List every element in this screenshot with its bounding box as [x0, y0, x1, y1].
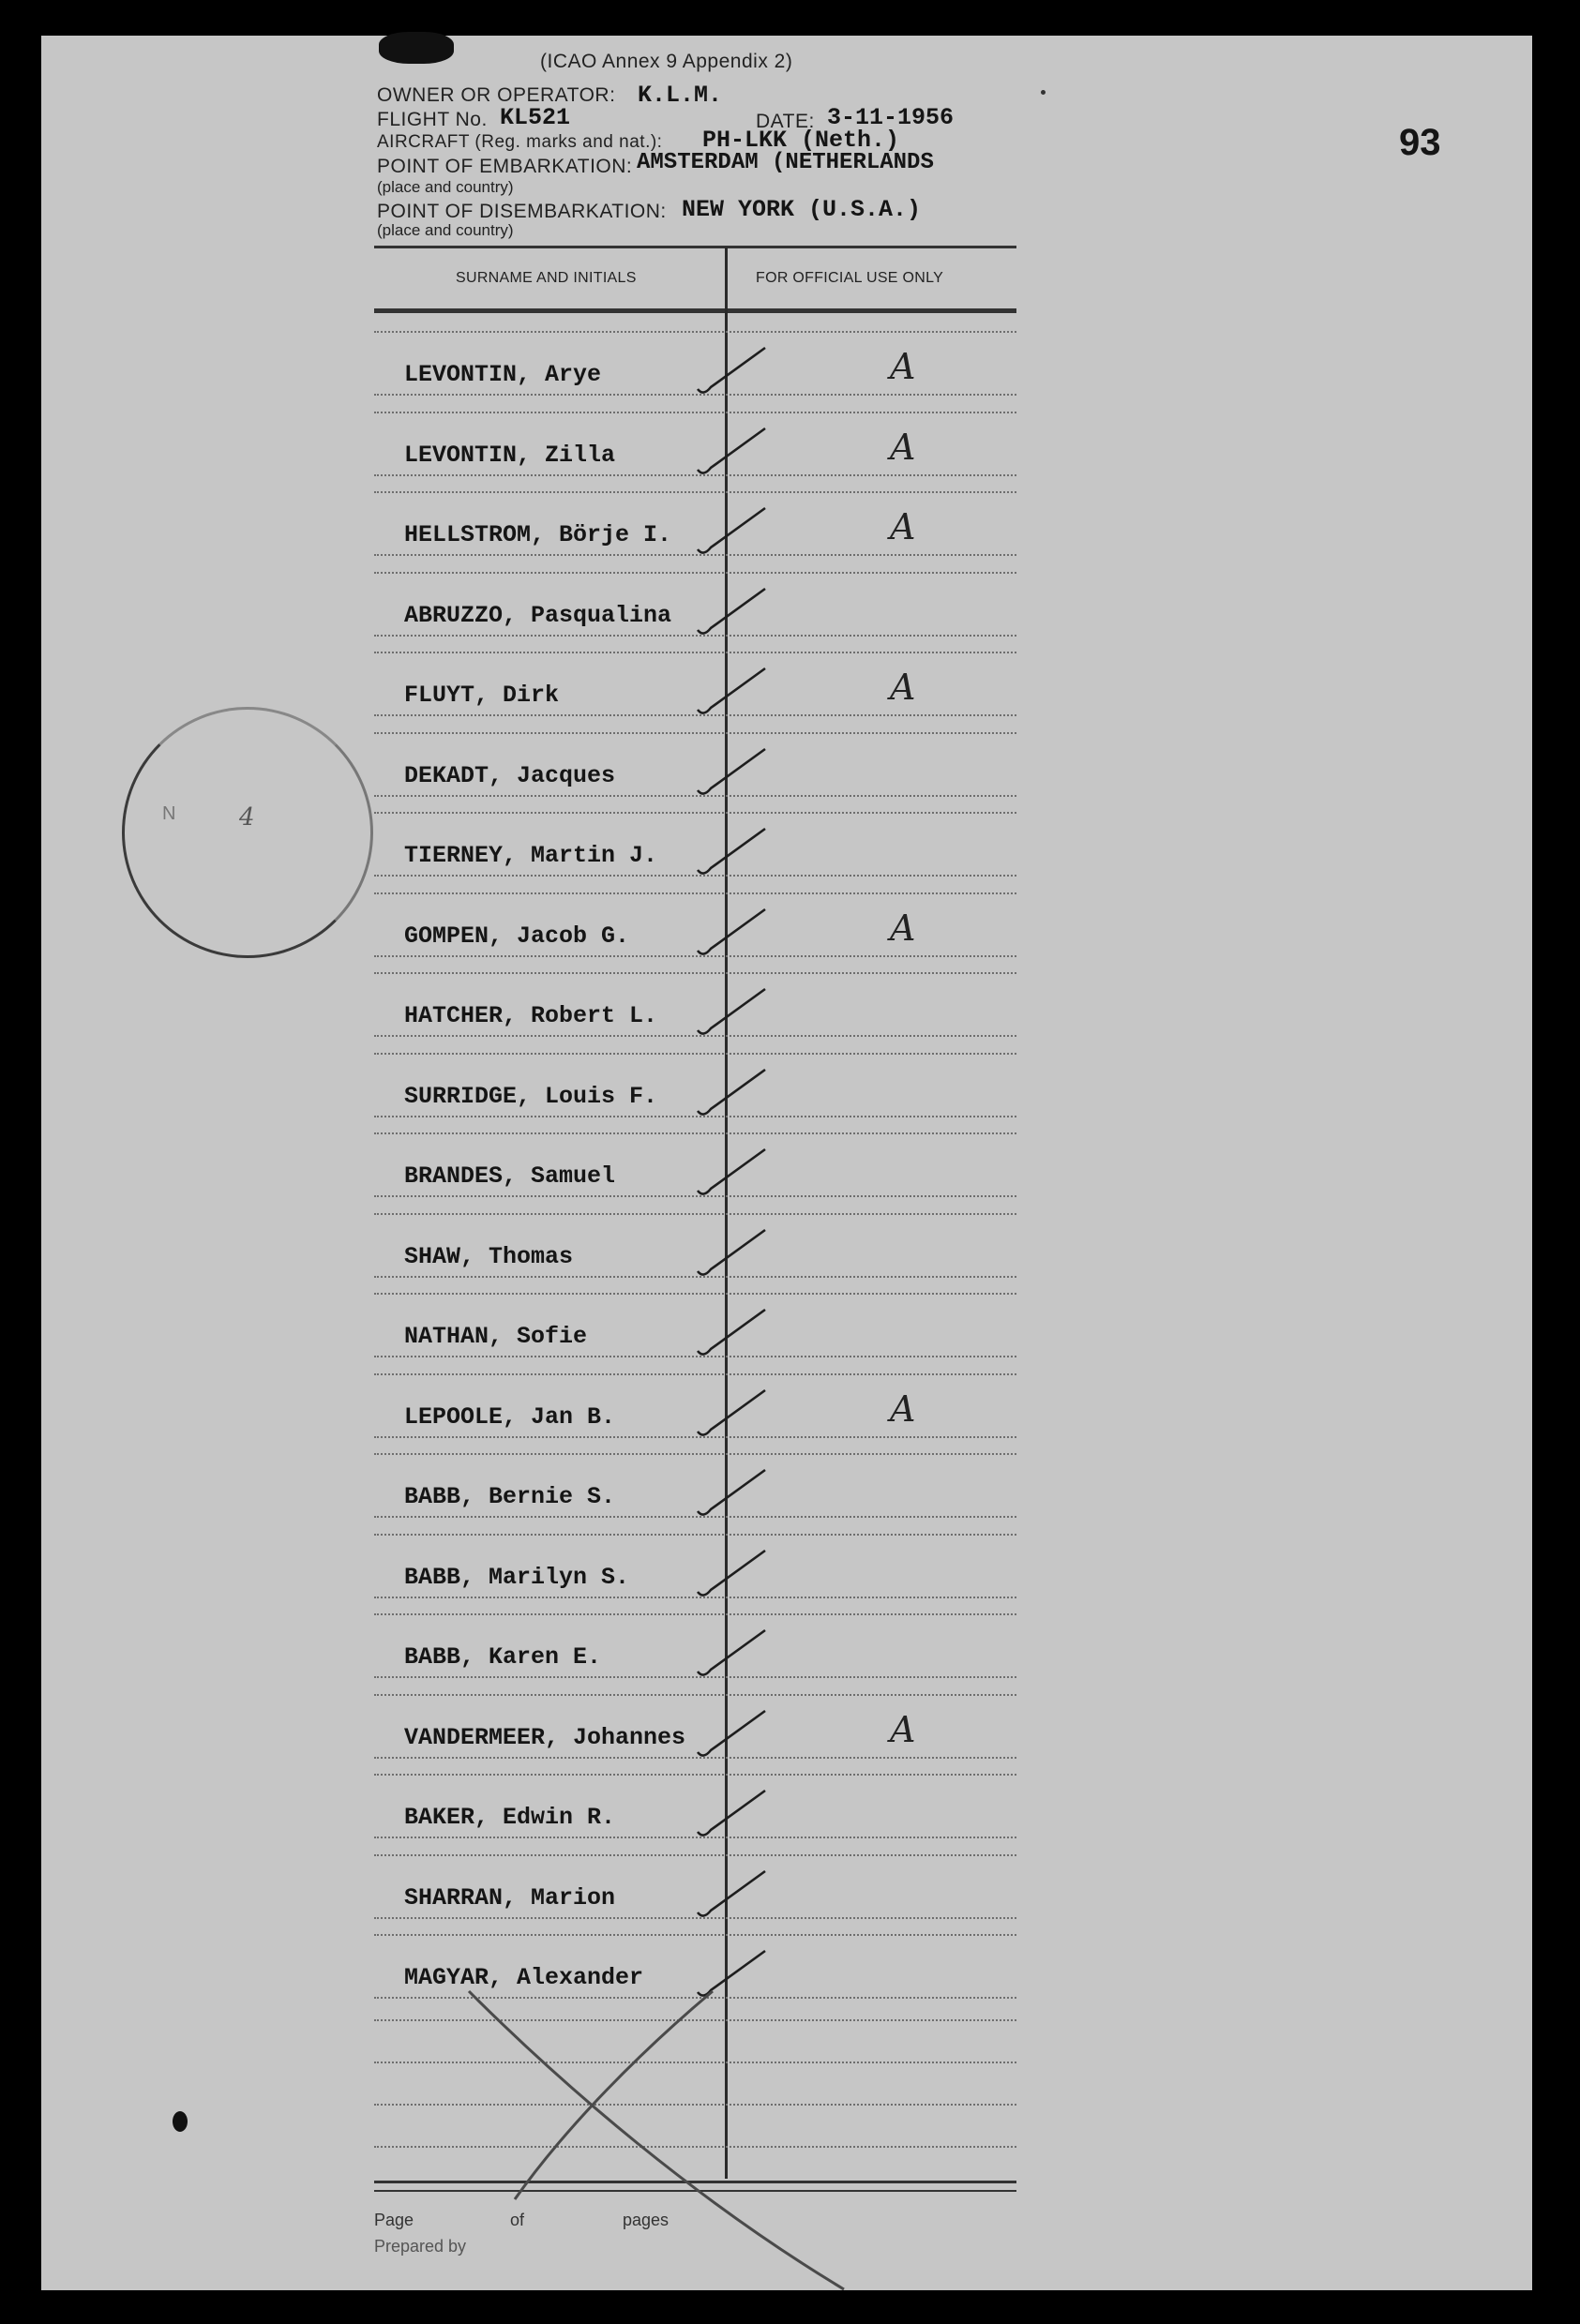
date-value: 3-11-1956 — [827, 104, 955, 131]
passenger-name: LEPOOLE, Jan B. — [404, 1402, 616, 1431]
date-label: DATE: — [756, 111, 815, 132]
footer-page-label: Page — [374, 2211, 414, 2229]
footer-pages-label: pages — [623, 2211, 670, 2229]
official-mark: A — [890, 506, 916, 547]
column-header-official: FOR OFFICIAL USE ONLY — [756, 270, 944, 286]
manifest-sheet — [41, 36, 1532, 2290]
aircraft-value: PH-LKK (Neth.) — [702, 127, 900, 154]
owner-value: K.L.M. — [638, 82, 723, 109]
passenger-name: SHARRAN, Marion — [404, 1883, 616, 1912]
disembarkation-sub: (place and country) — [377, 221, 514, 239]
passenger-name: DEKADT, Jacques — [404, 761, 616, 789]
passenger-name: BRANDES, Samuel — [404, 1162, 616, 1190]
cross-out-mark — [41, 36, 1532, 2290]
disembarkation-label: POINT OF DISEMBARKATION: — [377, 201, 667, 222]
official-mark: A — [890, 907, 916, 949]
stamp-letter: N — [162, 803, 176, 824]
passenger-name: LEVONTIN, Zilla — [404, 441, 616, 469]
official-mark: A — [890, 667, 916, 708]
passenger-name: ABRUZZO, Pasqualina — [404, 601, 672, 629]
flight-value: KL521 — [500, 104, 571, 131]
stamp-number: 4 — [239, 803, 255, 832]
embarkation-label: POINT OF EMBARKATION: — [377, 156, 633, 177]
page-number: 93 — [1399, 122, 1441, 163]
passenger-name: NATHAN, Sofie — [404, 1323, 588, 1350]
passenger-name: VANDERMEER, Johannes — [404, 1723, 686, 1751]
official-mark: A — [890, 1708, 916, 1750]
column-header-surname: SURNAME AND INITIALS — [456, 270, 637, 286]
passenger-name: BABB, Bernie S. — [404, 1483, 616, 1510]
flight-label: FLIGHT No. — [377, 109, 488, 130]
official-mark: A — [890, 1387, 916, 1430]
owner-label: OWNER OR OPERATOR: — [377, 84, 616, 106]
embarkation-value: AMSTERDAM (NETHERLANDS — [637, 150, 934, 175]
passenger-name: SHAW, Thomas — [404, 1242, 574, 1270]
footer-of-label: of — [510, 2211, 525, 2229]
embarkation-sub: (place and country) — [377, 178, 514, 196]
passenger-name: BABB, Karen E. — [404, 1643, 602, 1671]
aircraft-label: AIRCRAFT (Reg. marks and nat.): — [377, 132, 663, 152]
passenger-name: MAGYAR, Alexander — [404, 1964, 644, 1991]
disembarkation-value: NEW YORK (U.S.A.) — [682, 196, 922, 223]
official-mark: A — [890, 346, 916, 387]
official-mark: A — [890, 426, 916, 468]
footer-prepared-label: Prepared by — [374, 2237, 467, 2256]
passenger-name: BABB, Marilyn S. — [404, 1563, 630, 1591]
passenger-name: GOMPEN, Jacob G. — [404, 922, 630, 950]
passenger-name: SURRIDGE, Louis F. — [404, 1082, 658, 1110]
form-reference: (ICAO Annex 9 Appendix 2) — [540, 51, 793, 72]
passenger-name: BAKER, Edwin R. — [404, 1804, 616, 1831]
passenger-name: HATCHER, Robert L. — [404, 1002, 658, 1029]
passenger-name: FLUYT, Dirk — [404, 682, 560, 709]
passenger-name: LEVONTIN, Arye — [404, 361, 602, 388]
passenger-name: TIERNEY, Martin J. — [404, 842, 658, 869]
passenger-name: HELLSTROM, Börje I. — [404, 521, 672, 548]
